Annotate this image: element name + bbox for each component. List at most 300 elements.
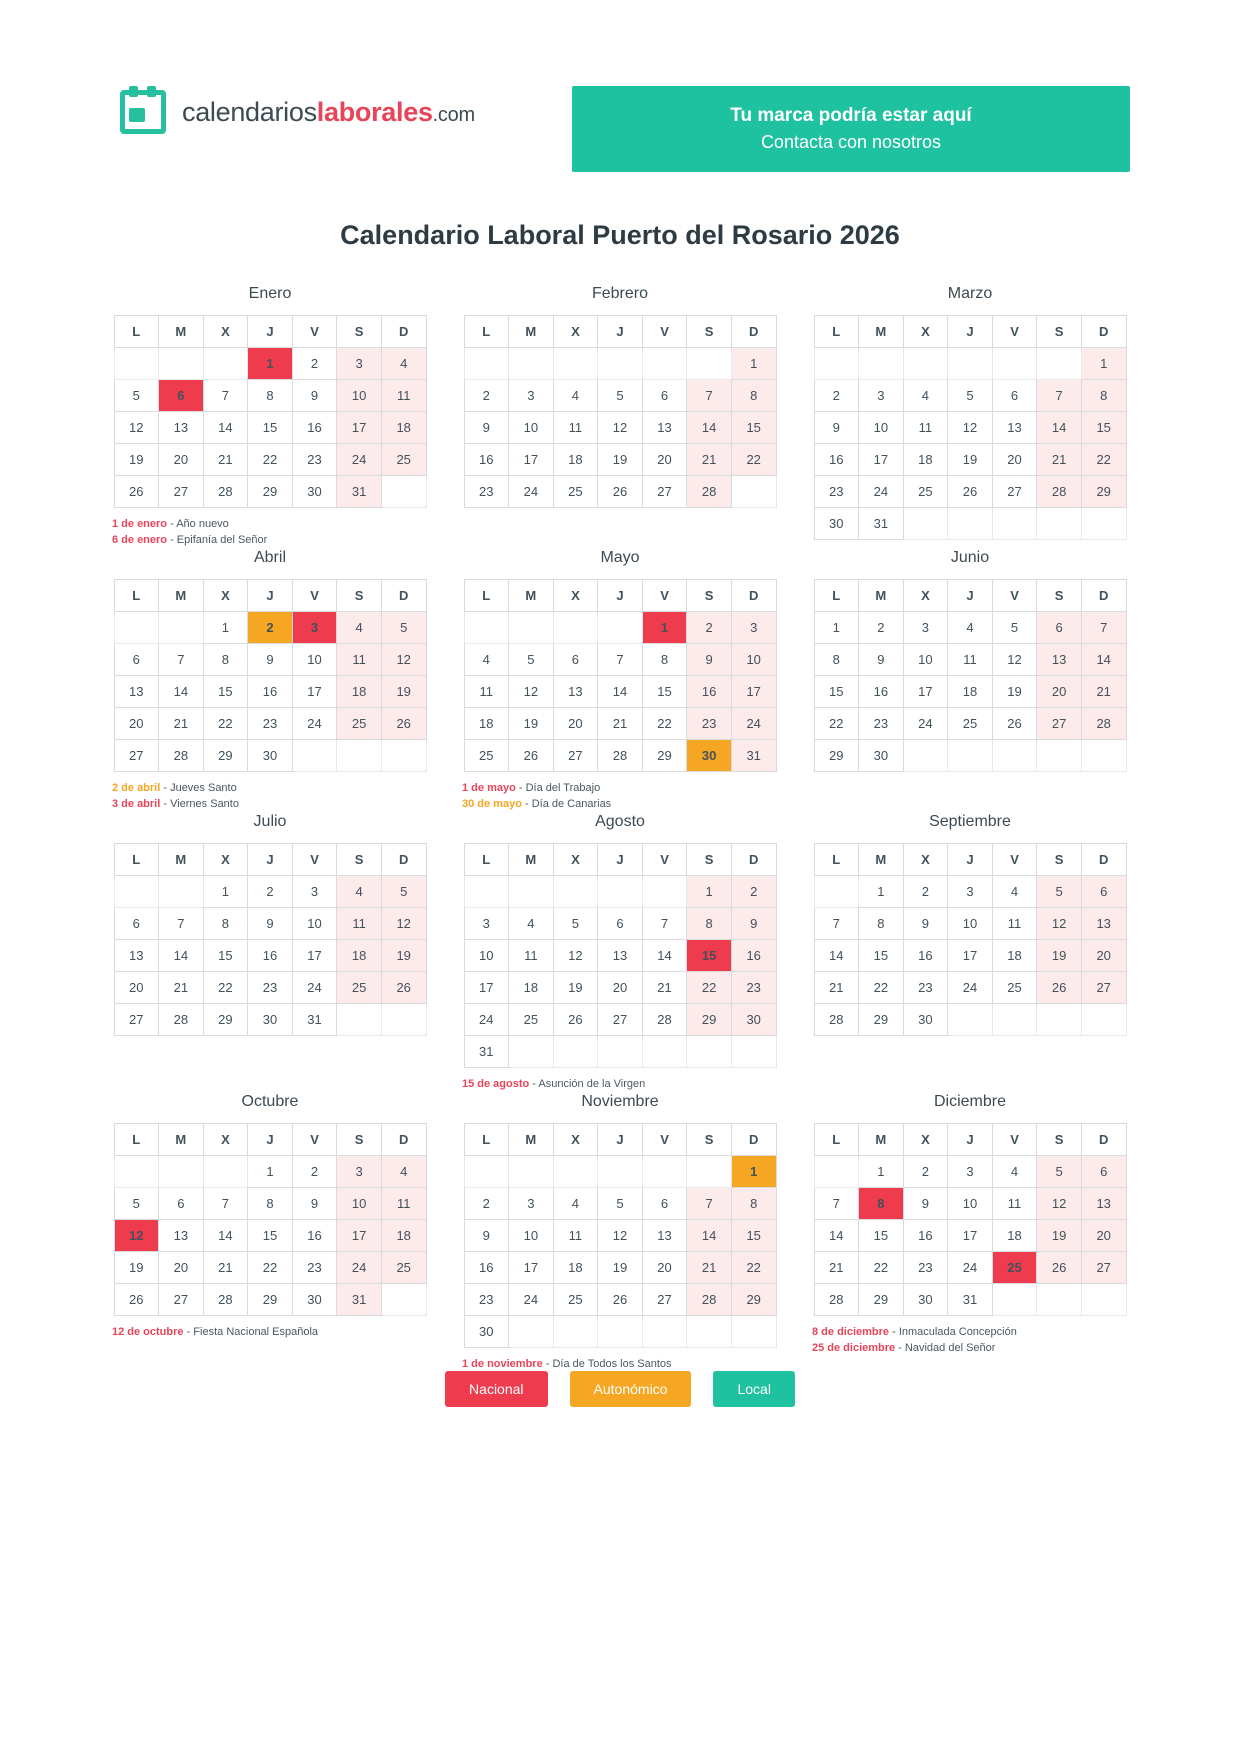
day-cell[interactable]: 17 — [337, 1219, 382, 1251]
day-cell[interactable]: 26 — [1037, 971, 1082, 1003]
day-cell[interactable]: 21 — [159, 707, 204, 739]
day-cell[interactable]: 23 — [248, 707, 293, 739]
day-cell[interactable]: 22 — [203, 707, 248, 739]
day-cell[interactable]: 9 — [248, 907, 293, 939]
day-cell[interactable]: 8 — [814, 643, 859, 675]
day-cell[interactable]: 27 — [642, 476, 687, 508]
day-cell[interactable]: 7 — [642, 907, 687, 939]
day-cell[interactable]: 15 — [731, 412, 776, 444]
day-cell[interactable]: 6 — [159, 1187, 204, 1219]
day-cell[interactable]: 5 — [948, 380, 993, 412]
day-cell[interactable]: 15 — [859, 1219, 904, 1251]
day-cell[interactable]: 22 — [859, 1251, 904, 1283]
day-cell[interactable]: 24 — [948, 971, 993, 1003]
day-cell[interactable]: 15 — [814, 675, 859, 707]
day-cell[interactable]: 8 — [731, 380, 776, 412]
day-cell[interactable]: 7 — [598, 643, 643, 675]
day-cell[interactable]: 20 — [1037, 675, 1082, 707]
day-cell[interactable]: 20 — [159, 1251, 204, 1283]
day-cell[interactable]: 11 — [553, 412, 598, 444]
day-cell[interactable]: 15 — [642, 675, 687, 707]
ad-banner[interactable] — [572, 86, 1130, 172]
day-cell[interactable]: 1 — [687, 875, 732, 907]
day-cell[interactable]: 26 — [381, 707, 426, 739]
day-cell[interactable]: 5 — [1037, 875, 1082, 907]
day-cell[interactable]: 6 — [159, 380, 204, 412]
day-cell[interactable]: 31 — [464, 1035, 509, 1067]
day-cell[interactable]: 1 — [642, 611, 687, 643]
day-cell[interactable]: 14 — [814, 939, 859, 971]
day-cell[interactable]: 18 — [553, 1251, 598, 1283]
day-cell[interactable]: 29 — [203, 1003, 248, 1035]
day-cell[interactable]: 29 — [203, 739, 248, 771]
day-cell[interactable]: 16 — [292, 412, 337, 444]
day-cell[interactable]: 10 — [903, 643, 948, 675]
day-cell[interactable]: 15 — [248, 1219, 293, 1251]
day-cell[interactable]: 29 — [731, 1283, 776, 1315]
day-cell[interactable]: 6 — [598, 907, 643, 939]
day-cell[interactable]: 12 — [948, 412, 993, 444]
day-cell[interactable]: 6 — [1081, 1155, 1126, 1187]
day-cell[interactable]: 28 — [159, 1003, 204, 1035]
day-cell[interactable]: 29 — [687, 1003, 732, 1035]
day-cell[interactable]: 17 — [948, 1219, 993, 1251]
day-cell[interactable]: 27 — [1037, 707, 1082, 739]
day-cell[interactable]: 28 — [687, 1283, 732, 1315]
day-cell[interactable]: 2 — [464, 380, 509, 412]
day-cell[interactable]: 10 — [292, 907, 337, 939]
day-cell[interactable]: 4 — [337, 875, 382, 907]
day-cell[interactable]: 9 — [292, 380, 337, 412]
day-cell[interactable]: 7 — [159, 643, 204, 675]
day-cell[interactable]: 15 — [687, 939, 732, 971]
day-cell[interactable]: 6 — [642, 380, 687, 412]
day-cell[interactable]: 3 — [337, 1155, 382, 1187]
day-cell[interactable]: 7 — [687, 380, 732, 412]
day-cell[interactable]: 13 — [1081, 907, 1126, 939]
day-cell[interactable]: 12 — [381, 907, 426, 939]
day-cell[interactable]: 14 — [687, 1219, 732, 1251]
day-cell[interactable]: 31 — [337, 476, 382, 508]
day-cell[interactable]: 13 — [553, 675, 598, 707]
day-cell[interactable]: 19 — [598, 1251, 643, 1283]
day-cell[interactable]: 22 — [203, 971, 248, 1003]
day-cell[interactable]: 9 — [814, 412, 859, 444]
day-cell[interactable]: 29 — [859, 1283, 904, 1315]
day-cell[interactable]: 5 — [114, 1187, 159, 1219]
day-cell[interactable]: 16 — [814, 444, 859, 476]
day-cell[interactable]: 21 — [642, 971, 687, 1003]
day-cell[interactable]: 22 — [731, 444, 776, 476]
day-cell[interactable]: 16 — [903, 1219, 948, 1251]
day-cell[interactable]: 29 — [248, 1283, 293, 1315]
day-cell[interactable]: 15 — [203, 675, 248, 707]
day-cell[interactable]: 30 — [859, 739, 904, 771]
day-cell[interactable]: 18 — [464, 707, 509, 739]
day-cell[interactable]: 6 — [1037, 611, 1082, 643]
day-cell[interactable]: 19 — [114, 1251, 159, 1283]
day-cell[interactable]: 25 — [992, 971, 1037, 1003]
day-cell[interactable]: 25 — [553, 476, 598, 508]
day-cell[interactable]: 15 — [731, 1219, 776, 1251]
day-cell[interactable]: 25 — [509, 1003, 554, 1035]
day-cell[interactable]: 22 — [642, 707, 687, 739]
day-cell[interactable]: 1 — [814, 611, 859, 643]
day-cell[interactable]: 6 — [114, 643, 159, 675]
day-cell[interactable]: 3 — [509, 380, 554, 412]
day-cell[interactable]: 3 — [464, 907, 509, 939]
day-cell[interactable]: 17 — [948, 939, 993, 971]
day-cell[interactable]: 22 — [687, 971, 732, 1003]
day-cell[interactable]: 11 — [992, 1187, 1037, 1219]
day-cell[interactable]: 5 — [553, 907, 598, 939]
day-cell[interactable]: 19 — [948, 444, 993, 476]
site-logo[interactable] — [110, 86, 475, 138]
day-cell[interactable]: 1 — [248, 348, 293, 380]
day-cell[interactable]: 28 — [642, 1003, 687, 1035]
day-cell[interactable]: 9 — [464, 1219, 509, 1251]
day-cell[interactable]: 28 — [203, 476, 248, 508]
day-cell[interactable]: 7 — [1037, 380, 1082, 412]
day-cell[interactable]: 12 — [992, 643, 1037, 675]
day-cell[interactable]: 8 — [248, 1187, 293, 1219]
day-cell[interactable]: 26 — [598, 476, 643, 508]
day-cell[interactable]: 13 — [159, 412, 204, 444]
day-cell[interactable]: 11 — [337, 643, 382, 675]
day-cell[interactable]: 20 — [159, 444, 204, 476]
day-cell[interactable]: 11 — [381, 1187, 426, 1219]
day-cell[interactable]: 8 — [859, 1187, 904, 1219]
day-cell[interactable]: 2 — [814, 380, 859, 412]
day-cell[interactable]: 18 — [992, 1219, 1037, 1251]
day-cell[interactable]: 9 — [903, 907, 948, 939]
day-cell[interactable]: 23 — [731, 971, 776, 1003]
day-cell[interactable]: 11 — [381, 380, 426, 412]
day-cell[interactable]: 2 — [731, 875, 776, 907]
day-cell[interactable]: 17 — [337, 412, 382, 444]
day-cell[interactable]: 29 — [1081, 476, 1126, 508]
day-cell[interactable]: 16 — [903, 939, 948, 971]
day-cell[interactable]: 14 — [642, 939, 687, 971]
day-cell[interactable]: 14 — [203, 412, 248, 444]
day-cell[interactable]: 5 — [381, 611, 426, 643]
day-cell[interactable]: 23 — [903, 1251, 948, 1283]
day-cell[interactable]: 20 — [642, 444, 687, 476]
day-cell[interactable]: 9 — [248, 643, 293, 675]
day-cell[interactable]: 28 — [814, 1283, 859, 1315]
day-cell[interactable]: 23 — [464, 1283, 509, 1315]
day-cell[interactable]: 7 — [814, 1187, 859, 1219]
day-cell[interactable]: 12 — [114, 1219, 159, 1251]
day-cell[interactable]: 29 — [642, 739, 687, 771]
day-cell[interactable]: 14 — [687, 412, 732, 444]
day-cell[interactable]: 5 — [992, 611, 1037, 643]
day-cell[interactable]: 16 — [248, 939, 293, 971]
day-cell[interactable]: 23 — [903, 971, 948, 1003]
day-cell[interactable]: 12 — [509, 675, 554, 707]
day-cell[interactable]: 10 — [859, 412, 904, 444]
day-cell[interactable]: 13 — [642, 412, 687, 444]
day-cell[interactable]: 31 — [337, 1283, 382, 1315]
day-cell[interactable]: 30 — [248, 739, 293, 771]
day-cell[interactable]: 12 — [553, 939, 598, 971]
day-cell[interactable]: 18 — [553, 444, 598, 476]
day-cell[interactable]: 25 — [381, 1251, 426, 1283]
day-cell[interactable]: 19 — [114, 444, 159, 476]
day-cell[interactable]: 17 — [903, 675, 948, 707]
day-cell[interactable]: 3 — [948, 1155, 993, 1187]
day-cell[interactable]: 12 — [114, 412, 159, 444]
day-cell[interactable]: 26 — [992, 707, 1037, 739]
day-cell[interactable]: 30 — [464, 1315, 509, 1347]
day-cell[interactable]: 9 — [464, 412, 509, 444]
day-cell[interactable]: 2 — [903, 1155, 948, 1187]
day-cell[interactable]: 4 — [381, 348, 426, 380]
day-cell[interactable]: 15 — [203, 939, 248, 971]
day-cell[interactable]: 30 — [731, 1003, 776, 1035]
day-cell[interactable]: 27 — [598, 1003, 643, 1035]
day-cell[interactable]: 25 — [337, 707, 382, 739]
day-cell[interactable]: 17 — [292, 939, 337, 971]
day-cell[interactable]: 11 — [992, 907, 1037, 939]
day-cell[interactable]: 3 — [292, 611, 337, 643]
day-cell[interactable]: 13 — [114, 939, 159, 971]
day-cell[interactable]: 28 — [1037, 476, 1082, 508]
day-cell[interactable]: 20 — [1081, 1219, 1126, 1251]
day-cell[interactable]: 29 — [248, 476, 293, 508]
day-cell[interactable]: 14 — [159, 939, 204, 971]
day-cell[interactable]: 18 — [381, 412, 426, 444]
day-cell[interactable]: 25 — [948, 707, 993, 739]
day-cell[interactable]: 3 — [337, 348, 382, 380]
day-cell[interactable]: 26 — [598, 1283, 643, 1315]
day-cell[interactable]: 2 — [248, 875, 293, 907]
day-cell[interactable]: 8 — [642, 643, 687, 675]
day-cell[interactable]: 13 — [992, 412, 1037, 444]
day-cell[interactable]: 10 — [292, 643, 337, 675]
day-cell[interactable]: 4 — [509, 907, 554, 939]
day-cell[interactable]: 21 — [203, 1251, 248, 1283]
day-cell[interactable]: 2 — [859, 611, 904, 643]
day-cell[interactable]: 13 — [159, 1219, 204, 1251]
day-cell[interactable]: 30 — [687, 739, 732, 771]
day-cell[interactable]: 27 — [553, 739, 598, 771]
day-cell[interactable]: 26 — [948, 476, 993, 508]
day-cell[interactable]: 8 — [1081, 380, 1126, 412]
day-cell[interactable]: 21 — [687, 1251, 732, 1283]
day-cell[interactable]: 21 — [598, 707, 643, 739]
day-cell[interactable]: 3 — [292, 875, 337, 907]
day-cell[interactable]: 30 — [292, 476, 337, 508]
day-cell[interactable]: 27 — [642, 1283, 687, 1315]
day-cell[interactable]: 7 — [203, 1187, 248, 1219]
day-cell[interactable]: 5 — [509, 643, 554, 675]
day-cell[interactable]: 1 — [731, 1155, 776, 1187]
day-cell[interactable]: 4 — [553, 380, 598, 412]
day-cell[interactable]: 24 — [292, 707, 337, 739]
day-cell[interactable]: 8 — [248, 380, 293, 412]
day-cell[interactable]: 26 — [509, 739, 554, 771]
day-cell[interactable]: 21 — [159, 971, 204, 1003]
day-cell[interactable]: 23 — [292, 444, 337, 476]
day-cell[interactable]: 22 — [859, 971, 904, 1003]
day-cell[interactable]: 16 — [859, 675, 904, 707]
day-cell[interactable]: 7 — [687, 1187, 732, 1219]
day-cell[interactable]: 23 — [687, 707, 732, 739]
day-cell[interactable]: 20 — [1081, 939, 1126, 971]
day-cell[interactable]: 31 — [731, 739, 776, 771]
day-cell[interactable]: 18 — [992, 939, 1037, 971]
day-cell[interactable]: 12 — [598, 1219, 643, 1251]
day-cell[interactable]: 20 — [598, 971, 643, 1003]
day-cell[interactable]: 27 — [159, 1283, 204, 1315]
day-cell[interactable]: 19 — [992, 675, 1037, 707]
day-cell[interactable]: 10 — [464, 939, 509, 971]
day-cell[interactable]: 20 — [642, 1251, 687, 1283]
day-cell[interactable]: 24 — [464, 1003, 509, 1035]
day-cell[interactable]: 25 — [337, 971, 382, 1003]
day-cell[interactable]: 25 — [464, 739, 509, 771]
day-cell[interactable]: 1 — [1081, 348, 1126, 380]
day-cell[interactable]: 11 — [337, 907, 382, 939]
day-cell[interactable]: 24 — [859, 476, 904, 508]
day-cell[interactable]: 4 — [903, 380, 948, 412]
day-cell[interactable]: 2 — [248, 611, 293, 643]
day-cell[interactable]: 17 — [464, 971, 509, 1003]
day-cell[interactable]: 18 — [337, 675, 382, 707]
day-cell[interactable]: 24 — [292, 971, 337, 1003]
day-cell[interactable]: 31 — [292, 1003, 337, 1035]
day-cell[interactable]: 24 — [731, 707, 776, 739]
day-cell[interactable]: 18 — [381, 1219, 426, 1251]
day-cell[interactable]: 24 — [509, 476, 554, 508]
day-cell[interactable]: 28 — [598, 739, 643, 771]
day-cell[interactable]: 16 — [464, 444, 509, 476]
day-cell[interactable]: 8 — [687, 907, 732, 939]
day-cell[interactable]: 12 — [598, 412, 643, 444]
day-cell[interactable]: 1 — [203, 875, 248, 907]
day-cell[interactable]: 17 — [731, 675, 776, 707]
day-cell[interactable]: 2 — [687, 611, 732, 643]
day-cell[interactable]: 22 — [1081, 444, 1126, 476]
day-cell[interactable]: 7 — [1081, 611, 1126, 643]
day-cell[interactable]: 14 — [598, 675, 643, 707]
day-cell[interactable]: 14 — [159, 675, 204, 707]
day-cell[interactable]: 10 — [337, 1187, 382, 1219]
day-cell[interactable]: 27 — [1081, 1251, 1126, 1283]
day-cell[interactable]: 9 — [859, 643, 904, 675]
day-cell[interactable]: 8 — [731, 1187, 776, 1219]
day-cell[interactable]: 10 — [337, 380, 382, 412]
day-cell[interactable]: 11 — [464, 675, 509, 707]
day-cell[interactable]: 24 — [337, 444, 382, 476]
day-cell[interactable]: 29 — [859, 1003, 904, 1035]
day-cell[interactable]: 19 — [553, 971, 598, 1003]
day-cell[interactable]: 24 — [509, 1283, 554, 1315]
day-cell[interactable]: 19 — [509, 707, 554, 739]
day-cell[interactable]: 8 — [859, 907, 904, 939]
day-cell[interactable]: 5 — [598, 1187, 643, 1219]
day-cell[interactable]: 13 — [1081, 1187, 1126, 1219]
day-cell[interactable]: 15 — [248, 412, 293, 444]
day-cell[interactable]: 13 — [642, 1219, 687, 1251]
day-cell[interactable]: 25 — [553, 1283, 598, 1315]
day-cell[interactable]: 30 — [814, 508, 859, 540]
day-cell[interactable]: 13 — [598, 939, 643, 971]
day-cell[interactable]: 20 — [114, 971, 159, 1003]
day-cell[interactable]: 26 — [1037, 1251, 1082, 1283]
day-cell[interactable]: 14 — [1081, 643, 1126, 675]
day-cell[interactable]: 20 — [553, 707, 598, 739]
day-cell[interactable]: 19 — [381, 939, 426, 971]
day-cell[interactable]: 3 — [859, 380, 904, 412]
day-cell[interactable]: 7 — [203, 380, 248, 412]
day-cell[interactable]: 1 — [731, 348, 776, 380]
day-cell[interactable]: 20 — [992, 444, 1037, 476]
day-cell[interactable]: 2 — [464, 1187, 509, 1219]
day-cell[interactable]: 11 — [553, 1219, 598, 1251]
day-cell[interactable]: 2 — [292, 1155, 337, 1187]
day-cell[interactable]: 5 — [114, 380, 159, 412]
day-cell[interactable]: 9 — [903, 1187, 948, 1219]
day-cell[interactable]: 26 — [381, 971, 426, 1003]
day-cell[interactable]: 20 — [114, 707, 159, 739]
day-cell[interactable]: 27 — [114, 1003, 159, 1035]
day-cell[interactable]: 16 — [464, 1251, 509, 1283]
day-cell[interactable]: 27 — [114, 739, 159, 771]
day-cell[interactable]: 4 — [948, 611, 993, 643]
day-cell[interactable]: 25 — [992, 1251, 1037, 1283]
day-cell[interactable]: 18 — [509, 971, 554, 1003]
day-cell[interactable]: 13 — [114, 675, 159, 707]
day-cell[interactable]: 1 — [248, 1155, 293, 1187]
day-cell[interactable]: 9 — [687, 643, 732, 675]
day-cell[interactable]: 3 — [731, 611, 776, 643]
day-cell[interactable]: 23 — [464, 476, 509, 508]
day-cell[interactable]: 4 — [992, 875, 1037, 907]
day-cell[interactable]: 25 — [381, 444, 426, 476]
day-cell[interactable]: 22 — [731, 1251, 776, 1283]
day-cell[interactable]: 10 — [948, 1187, 993, 1219]
day-cell[interactable]: 26 — [553, 1003, 598, 1035]
day-cell[interactable]: 6 — [992, 380, 1037, 412]
day-cell[interactable]: 26 — [114, 1283, 159, 1315]
day-cell[interactable]: 10 — [509, 1219, 554, 1251]
day-cell[interactable]: 18 — [948, 675, 993, 707]
day-cell[interactable]: 19 — [1037, 1219, 1082, 1251]
legend-autonomico[interactable]: Autonómico — [570, 1371, 692, 1407]
day-cell[interactable]: 16 — [731, 939, 776, 971]
day-cell[interactable]: 12 — [1037, 1187, 1082, 1219]
day-cell[interactable]: 3 — [948, 875, 993, 907]
day-cell[interactable]: 16 — [292, 1219, 337, 1251]
day-cell[interactable]: 10 — [948, 907, 993, 939]
day-cell[interactable]: 2 — [903, 875, 948, 907]
day-cell[interactable]: 24 — [337, 1251, 382, 1283]
day-cell[interactable]: 30 — [292, 1283, 337, 1315]
day-cell[interactable]: 28 — [159, 739, 204, 771]
day-cell[interactable]: 31 — [859, 508, 904, 540]
day-cell[interactable]: 11 — [948, 643, 993, 675]
day-cell[interactable]: 21 — [1081, 675, 1126, 707]
day-cell[interactable]: 19 — [598, 444, 643, 476]
day-cell[interactable]: 14 — [203, 1219, 248, 1251]
day-cell[interactable]: 4 — [381, 1155, 426, 1187]
day-cell[interactable]: 14 — [814, 1219, 859, 1251]
day-cell[interactable]: 21 — [1037, 444, 1082, 476]
day-cell[interactable]: 5 — [598, 380, 643, 412]
day-cell[interactable]: 6 — [1081, 875, 1126, 907]
